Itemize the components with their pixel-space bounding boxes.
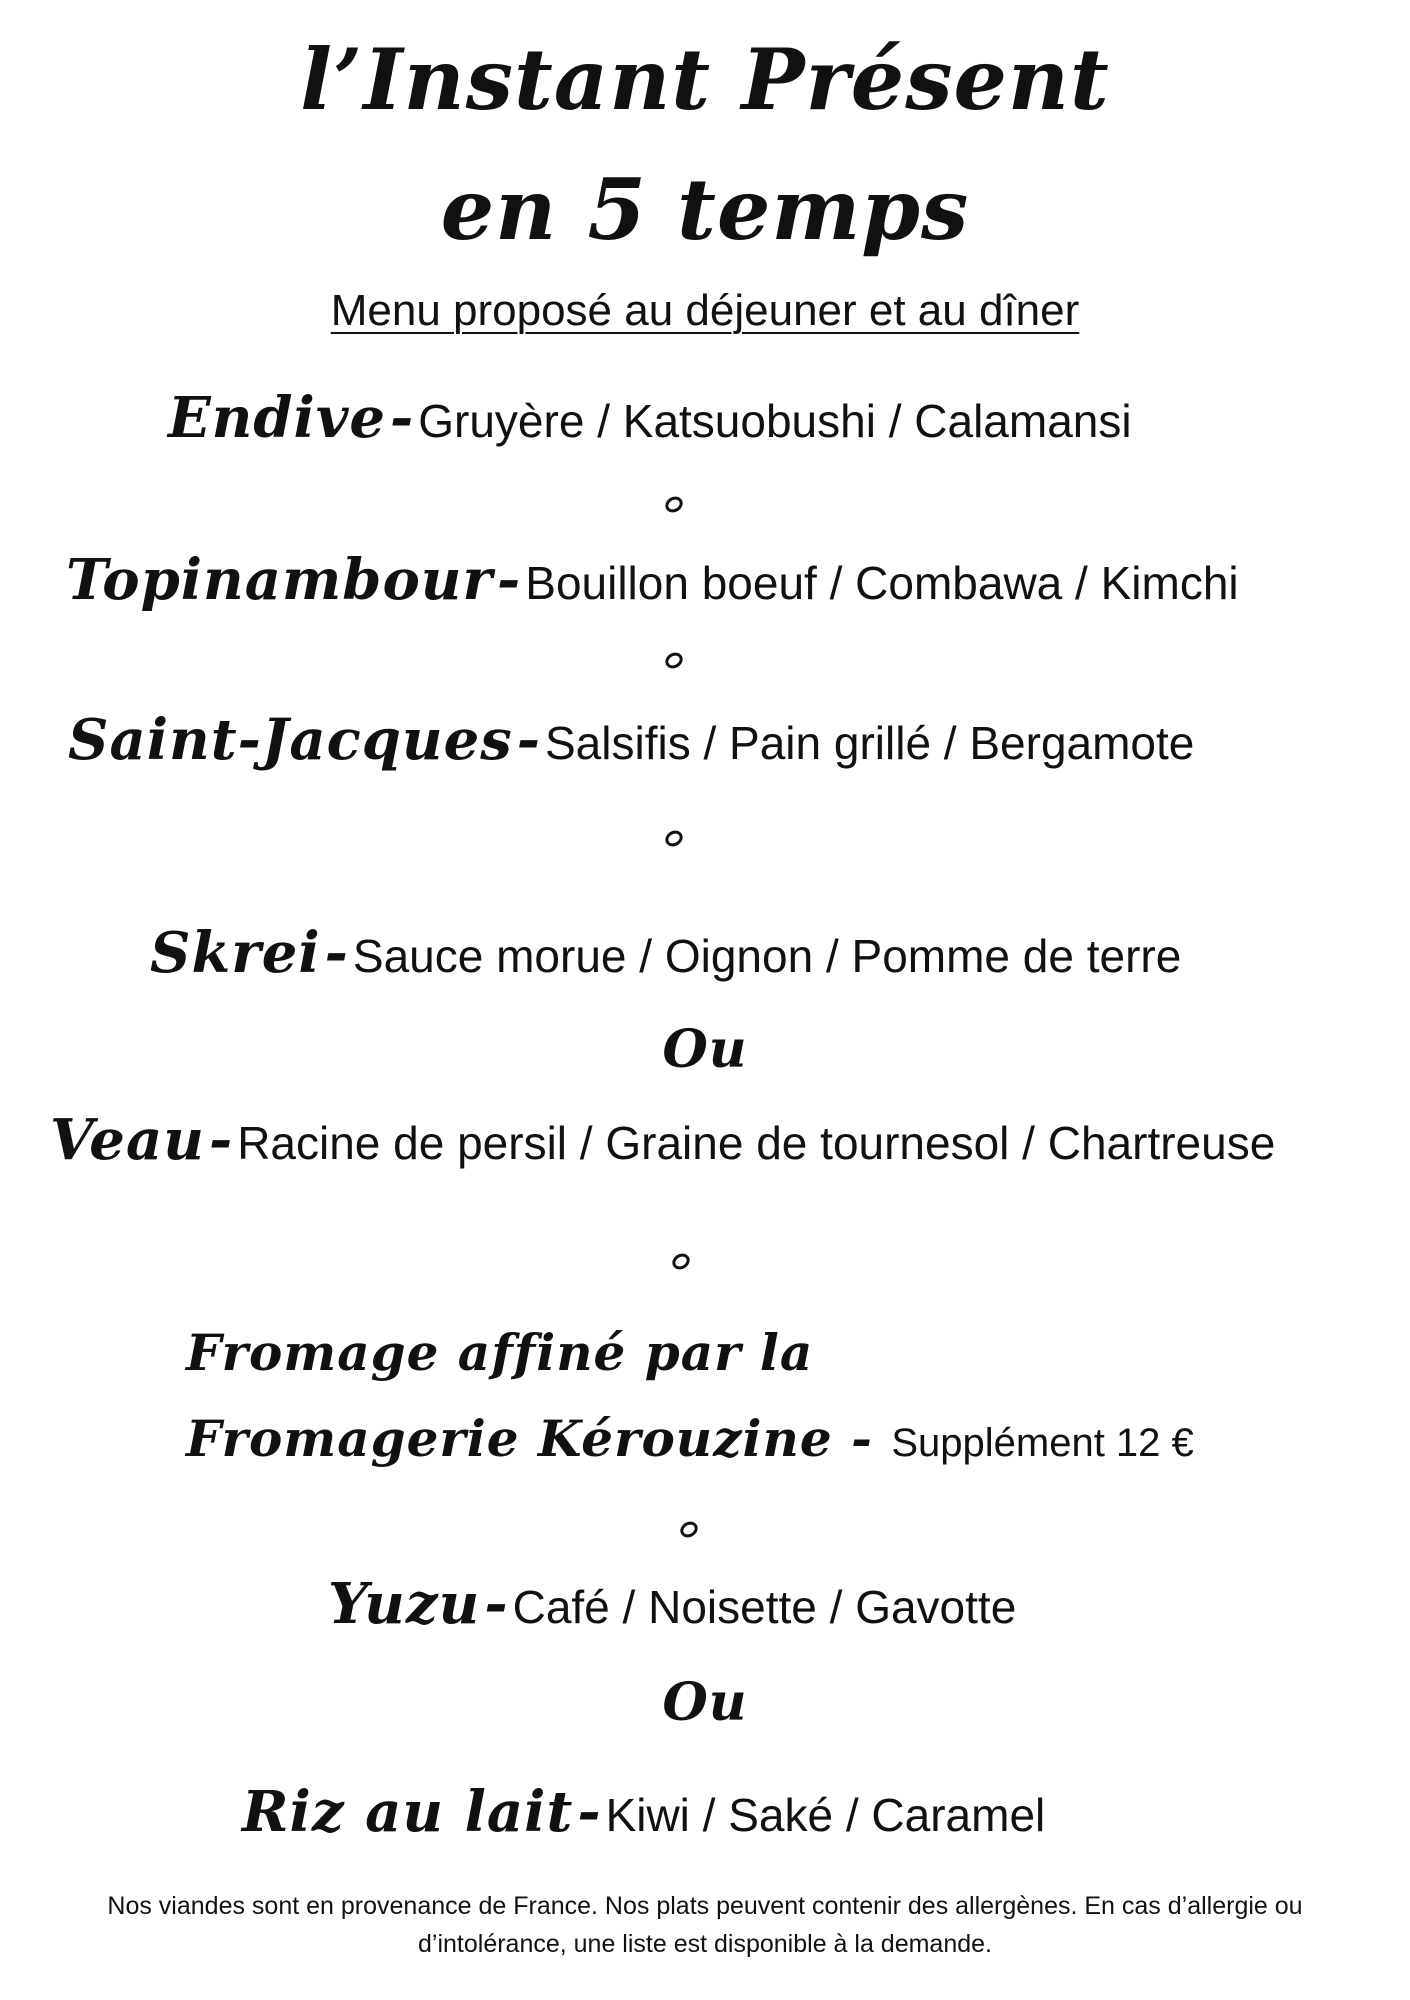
dish-description: Kiwi / Saké / Caramel [605, 1789, 1046, 1841]
dish-dash: - [851, 1409, 873, 1468]
dish-name: Endive [168, 385, 386, 451]
cheese-line1: Fromage affiné par la [186, 1323, 814, 1382]
dish-name: Saint-Jacques [68, 707, 513, 773]
dish-dash: - [516, 707, 541, 773]
or-label: Ou [662, 1672, 748, 1733]
dish-dash: - [390, 385, 415, 451]
dish-description: Salsifis / Pain grillé / Bergamote [544, 717, 1195, 769]
course-skrei [150, 920, 1182, 986]
dish-name: Veau [50, 1107, 205, 1173]
dish-name: Skrei [150, 920, 321, 986]
cheese-supplement: Supplément 12 € [891, 1421, 1194, 1465]
course-riz-au-lait [242, 1779, 1046, 1845]
menu-subtitle: Menu proposé au déjeuner et au dîner [330, 286, 1080, 335]
dish-dash: - [484, 1571, 509, 1637]
separator-dot-icon [662, 828, 685, 850]
cheese-line2: Fromagerie Kérouzine [186, 1409, 833, 1468]
dish-name: Riz au lait [242, 1779, 574, 1845]
dish-dash: - [497, 547, 522, 613]
or-label: Ou [662, 1019, 748, 1080]
dish-dash: - [324, 920, 349, 986]
separator-dot-icon [662, 494, 685, 516]
cheese-course [186, 1409, 1194, 1468]
menu-title-line2: en 5 temps [440, 160, 970, 259]
dish-dash: - [577, 1779, 602, 1845]
course-saint-jacques [68, 707, 1195, 773]
dish-description: Bouillon boeuf / Combawa / Kimchi [525, 557, 1239, 609]
course-yuzu [328, 1571, 1017, 1637]
allergen-note: Nos viandes sont en provenance de France. Nos plats peuvent contenir des allergènes. En cas d’allergie ou d’intolérance, une liste est disponible à la demande. [107, 1892, 1303, 1958]
dish-description: Racine de persil / Graine de tournesol / Chartreuse [237, 1117, 1276, 1169]
dish-description: Sauce morue / Oignon / Pomme de terre [352, 930, 1182, 982]
separator-dot-icon [677, 1519, 700, 1541]
course-endive [168, 385, 1132, 451]
separator-dot-icon [662, 650, 685, 672]
course-topinambour [66, 547, 1239, 613]
dish-description: Café / Noisette / Gavotte [512, 1581, 1017, 1633]
dish-description: Gruyère / Katsuobushi / Calamansi [418, 395, 1132, 447]
separator-dot-icon [669, 1251, 692, 1273]
course-veau [50, 1107, 1276, 1173]
dish-name: Topinambour [66, 547, 494, 613]
menu-title-line1: l’Instant Présent [300, 30, 1110, 129]
dish-dash: - [208, 1107, 234, 1173]
dish-name: Yuzu [328, 1571, 481, 1637]
